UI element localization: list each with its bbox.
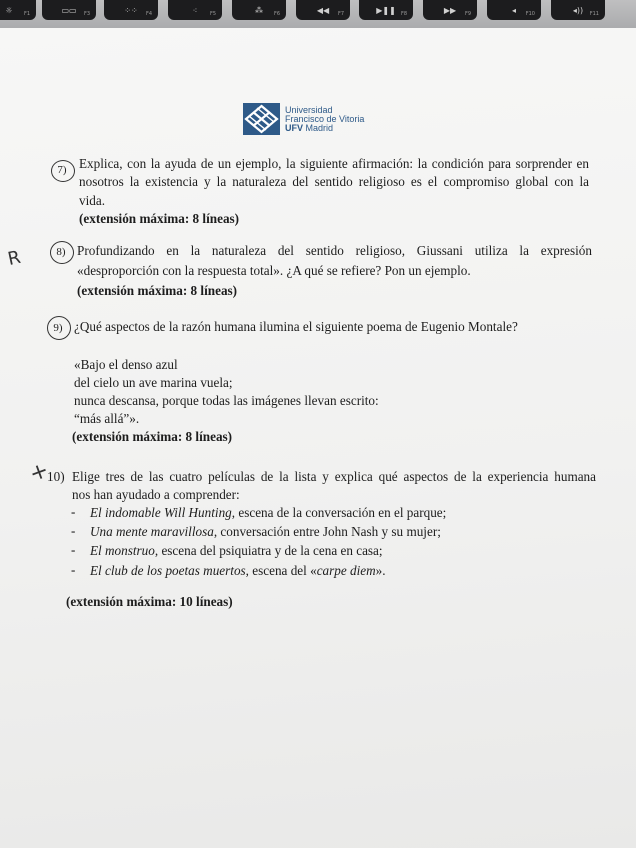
question-8-line-2: «desproporción con la respuesta total». ¿A qué se refiere? Pon un ejemplo.: [77, 263, 471, 278]
question-10-line-2: nos han ayudado a comprender:: [72, 487, 240, 502]
key-f8: ▶❚❚ F8: [359, 0, 413, 20]
fast-forward-icon: ▶▶: [443, 5, 457, 15]
question-7-line-2: nosotros la existencia y la naturaleza del sentido religioso es el compromiso global con la: [79, 174, 589, 189]
question-7-limit: (extensión máxima: 8 líneas): [79, 211, 240, 226]
question-10-limit: (extensión máxima: 10 líneas): [66, 594, 233, 609]
keyboard-function-row: [0, 0, 636, 30]
list-dash: -: [71, 542, 76, 557]
keyboard-light-up-icon: ⁂: [255, 5, 263, 15]
logo-line-3: UFV Madrid: [285, 122, 334, 133]
logo-wordmark: [285, 106, 364, 133]
question-9-limit: (extensión máxima: 8 líneas): [72, 429, 233, 444]
question-10-margin-mark: +: [26, 457, 53, 488]
poem-line-2: del cielo un ave marina vuela;: [74, 375, 233, 390]
poem-line-4: “más allá”».: [74, 411, 140, 426]
question-8-margin-mark: R: [5, 246, 23, 271]
key-f1: ☼ F1: [0, 0, 36, 20]
film-item-2: Una mente maravillosa, conversación entre John Nash y su mujer;: [90, 524, 441, 539]
film-item-1: El indomable Will Hunting, escena de la conversación en el parque;: [90, 505, 447, 520]
question-8-limit: (extensión máxima: 8 líneas): [77, 283, 238, 298]
logo-line-2: Francisco de Vitoria: [285, 113, 365, 124]
question-9-number: 9): [53, 321, 63, 334]
key-f11: ◂)) F11: [551, 0, 605, 20]
key-f4: ⁘⁘ F4: [104, 0, 158, 20]
list-dash: -: [71, 562, 76, 577]
university-logo: [243, 103, 364, 135]
play-pause-icon: ▶❚❚: [376, 5, 396, 15]
key-f3: ▭▭ F3: [42, 0, 96, 20]
question-9-line-1: ¿Qué aspectos de la razón humana ilumina el siguiente poema de Eugenio Montale?: [74, 319, 518, 334]
poem-line-1: «Bajo el denso azul: [74, 357, 178, 372]
key-f6: ⁂ F6: [232, 0, 286, 20]
question-8-number: 8): [56, 246, 66, 258]
question-10-number: 10): [47, 469, 65, 484]
key-f5: ⁖ F5: [168, 0, 222, 20]
question-10-line-1: Elige tres de las cuatro películas de la lista y explica qué aspectos de la experiencia humana: [72, 469, 596, 484]
rewind-icon: ◀◀: [316, 5, 330, 15]
logo-line-1: Universidad: [285, 104, 333, 115]
brightness-down-icon: ☼: [5, 5, 13, 15]
question-7-number: 7): [57, 164, 67, 176]
mission-control-icon: ▭▭: [61, 5, 77, 15]
mute-icon: ◂: [511, 5, 516, 15]
list-dash: -: [71, 523, 76, 538]
key-f10: ◂ F10: [487, 0, 541, 20]
question-8-line-1: Profundizando en la naturaleza del sentido religioso, Giussani utiliza la expresión: [77, 243, 592, 258]
ufv-logo-mark-icon: [243, 103, 280, 135]
poem-line-3: nunca descansa, porque todas las imágenes llevan escrito:: [74, 393, 379, 408]
film-item-3: El monstruo, escena del psiquiatra y de la cena en casa;: [90, 543, 383, 558]
keyboard-light-down-icon: ⁖: [192, 5, 198, 15]
question-7-line-1: Explica, con la ayuda de un ejemplo, la siguiente afirmación: la condición para sorprender en: [79, 156, 589, 171]
question-7-line-3: vida.: [79, 193, 106, 208]
volume-up-icon: ◂)): [572, 5, 584, 15]
launchpad-icon: ⁘⁘: [124, 5, 138, 15]
list-dash: -: [71, 504, 76, 519]
key-f7: ◀◀ F7: [296, 0, 350, 20]
key-f9: ▶▶ F9: [423, 0, 477, 20]
film-item-4: El club de los poetas muertos, escena del «carpe diem».: [90, 563, 386, 578]
